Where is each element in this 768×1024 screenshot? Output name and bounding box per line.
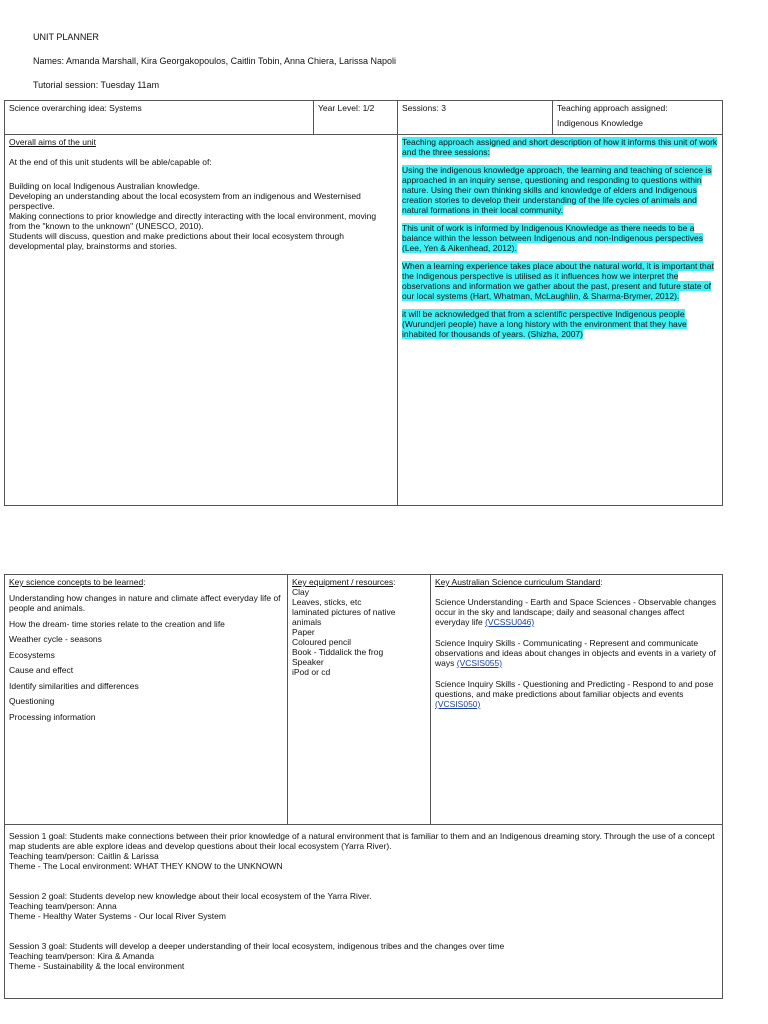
- session-block: [9, 891, 718, 921]
- equipment-heading: Key equipment / resources: [292, 577, 394, 587]
- curriculum-cell: Key Australian Science curriculum Standard: Science Understanding - Earth and Space Sciences - Observable changes occur in the sky and landscape; daily and seasonal changes affect everyday life (VCSSU046) Science Inquiry Skills - Communicating - Represent and communicate observations and ideas about changes in objects and events in a variety of ways (VCSIS055) Science Inquiry Skills - Questioning and Predicting - Respond to and pose questions, and make predictions about familiar objects and events (VCSIS050): [431, 575, 723, 825]
- approach-description-cell: [398, 135, 723, 506]
- concepts-cell: Key science concepts to be learned: Understanding how changes in nature and climate affect everyday life of people and animals. How the dream- time stories relate to the creation and life Weather cycle - seasons Ecosystems Cause and effect Identify similarities and differences Questioning Processing information: [5, 575, 288, 825]
- concept-item: Cause and effect: [9, 665, 74, 675]
- curriculum-heading: Key Australian Science curriculum Standard: [435, 577, 601, 587]
- session-block: [9, 941, 718, 971]
- sessions-cell: [5, 825, 723, 999]
- unit-overview-table: [4, 100, 723, 506]
- aims-item: Building on local Indigenous Australian knowledge.: [9, 181, 200, 191]
- aims-intro: At the end of this unit students will be able/capable of:: [9, 157, 212, 167]
- unit-details-table: [4, 574, 723, 999]
- aims-cell: [5, 135, 398, 506]
- aims-item: Developing an understanding about the local ecosystem from an indigenous and Westernised perspective.: [9, 191, 361, 211]
- approach-paragraph: Using the indigenous knowledge approach, the learning and teaching of science is approached in an inquiry sense, questioning and responding to questions within nature. Using their own thinking skills and knowledge of elders and Indigenous creation stories to develop their understanding of the life cycles of animals and natural formations in their local community.: [402, 165, 712, 215]
- equipment-item: iPod or cd: [292, 667, 331, 677]
- sessions-cell: Sessions: 3: [398, 101, 553, 135]
- names-line: Names: Amanda Marshall, Kira Georgakopoulos, Caitlin Tobin, Anna Chiera, Larissa Napoli: [33, 56, 397, 66]
- concept-item: Identify similarities and differences: [9, 680, 139, 691]
- session-team: Teaching team/person: Caitlin & Larissa: [9, 851, 159, 861]
- approach-paragraph: it will be acknowledged that from a scientific perspective Indigenous people (Wurundjeri people) have a long history with the environment that they have inhabited for thousands of years. (Shizha, 2007): [402, 309, 687, 339]
- session-goal: Session 1 goal: Students make connections between their prior knowledge of a natural environment that is familiar to them and an Indigenous dreaming story. Through the use of a concept map students are able explore ideas and develop questions about their local ecosystem (Yarra River).: [9, 831, 715, 851]
- approach-paragraph: When a learning experience takes place about the natural world, it is important that the Indigenous perspective is utilised as it influences how we interpret the observations and information we gather about the past, present and future state of our local systems (Hart, Whatman, McLaughlin, & Sharma-Brymer, 2012).: [402, 261, 714, 301]
- concept-item: Weather cycle - seasons: [9, 634, 102, 644]
- concepts-list: [9, 593, 283, 722]
- curriculum-code-link[interactable]: (VCSIS055): [456, 658, 503, 668]
- aims-heading: Overall aims of the unit: [9, 137, 96, 147]
- approach-paragraph: This unit of work is informed by Indigenous Knowledge as there needs to be a balance within the lesson between Indigenous and non-Indigenous perspectives (Lee, Yen & Aikenhead, 2012).: [402, 223, 704, 253]
- concept-item: Questioning: [9, 696, 55, 706]
- concept-item: Understanding how changes in nature and climate affect everyday life of people and animals.: [9, 593, 281, 613]
- equipment-item: Coloured pencil: [292, 637, 352, 647]
- curriculum-code-link[interactable]: (VCSSU046): [485, 617, 535, 627]
- session-theme: Theme - Healthy Water Systems - Our local River System: [9, 911, 226, 921]
- equipment-item: Speaker: [292, 657, 324, 667]
- session-team: Teaching team/person: Kira & Amanda: [9, 951, 155, 961]
- equipment-cell: Key equipment / resources: Clay Leaves, sticks, etc laminated pictures of native animals Paper Coloured pencil Book - Tiddalick the frog Speaker iPod or cd: [288, 575, 431, 825]
- concept-item: Processing information: [9, 711, 96, 722]
- equipment-item: Leaves, sticks, etc: [292, 597, 362, 607]
- session-goal: Session 3 goal: Students will develop a deeper understanding of their local ecosystem, indigenous tribes and the changes over time: [9, 941, 505, 951]
- concept-item: Ecosystems: [9, 649, 55, 660]
- session-goal: Session 2 goal: Students develop new knowledge about their local ecosystem of the Yarra River.: [9, 891, 372, 901]
- session-theme: Theme - The Local environment: WHAT THEY KNOW to the UNKNOWN: [9, 861, 283, 871]
- teaching-approach-cell: Teaching approach assigned: Indigenous Knowledge: [553, 101, 723, 135]
- equipment-item: Paper: [292, 627, 315, 637]
- curriculum-code-link[interactable]: (VCSIS050): [435, 699, 481, 709]
- document-title: UNIT PLANNER: [33, 32, 99, 42]
- year-level-cell: Year Level: 1/2: [314, 101, 398, 135]
- session-block: [9, 831, 718, 871]
- curriculum-item: Science Inquiry Skills - Questioning and Predicting - Respond to and pose questions, and make predictions about familiar objects and events (VCSIS050): [435, 679, 714, 709]
- overarching-idea-cell: Science overarching idea: Systems: [5, 101, 314, 135]
- aims-list: [9, 181, 393, 251]
- equipment-item: Clay: [292, 587, 310, 597]
- equipment-item: laminated pictures of native animals: [292, 607, 396, 627]
- session-team: Teaching team/person: Anna: [9, 901, 117, 911]
- aims-item: Students will discuss, question and make predictions about their local ecosystem through developmental play, brainstorms and stories.: [9, 231, 344, 251]
- session-theme: Theme - Sustainability & the local environment: [9, 961, 185, 971]
- concepts-heading: Key science concepts to be learned: [9, 577, 144, 587]
- equipment-item: Book - Tiddalick the frog: [292, 647, 384, 657]
- equipment-list: [292, 587, 426, 677]
- aims-item: Making connections to prior knowledge and directly interacting with the local environment, moving from the "known to the unknown" (UNESCO, 2010).: [9, 211, 377, 231]
- concept-item: How the dream- time stories relate to the creation and life: [9, 618, 225, 629]
- approach-heading: Teaching approach assigned and short description of how it informs this unit of work and the three sessions:: [402, 137, 718, 157]
- tutorial-line: Tutorial session: Tuesday 11am: [33, 80, 160, 90]
- curriculum-item: Science Understanding - Earth and Space Sciences - Observable changes occur in the sky and landscape; daily and seasonal changes affect everyday life (VCSSU046): [435, 597, 717, 627]
- curriculum-item: Science Inquiry Skills - Communicating - Represent and communicate observations and ideas about changes in objects and events in a variety of ways (VCSIS055): [435, 638, 716, 668]
